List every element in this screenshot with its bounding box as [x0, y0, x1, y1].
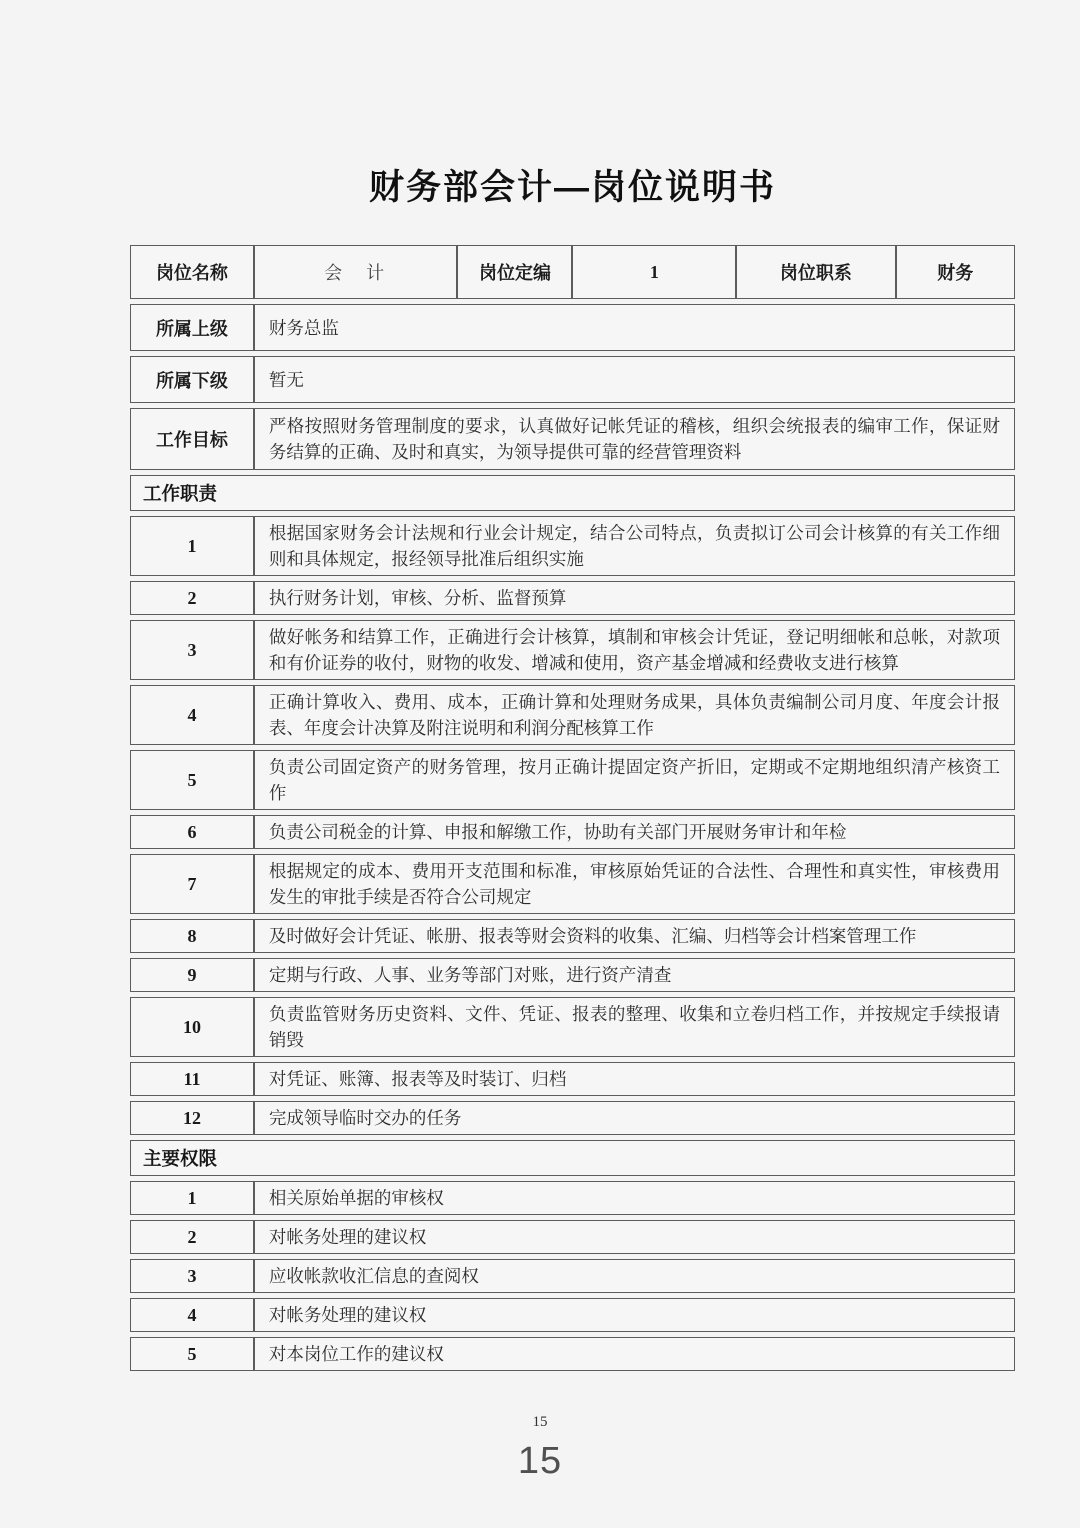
row-text: 应收帐款收汇信息的查阅权 [254, 1259, 1015, 1293]
row-text: 相关原始单据的审核权 [254, 1181, 1015, 1215]
table-row [130, 997, 1015, 1057]
row-number: 5 [130, 1337, 254, 1371]
table-row [130, 750, 1015, 810]
table-row [130, 958, 1015, 992]
row-number: 3 [130, 1259, 254, 1293]
table-row [130, 1220, 1015, 1254]
table-row [130, 854, 1015, 914]
permissions-section-title: 主要权限 [130, 1140, 1015, 1176]
objective-value: 严格按照财务管理制度的要求，认真做好记帐凭证的稽核，组织会统报表的编审工作，保证财务结算的正确、及时和真实，为领导提供可靠的经营管理资料 [254, 408, 1015, 470]
duties-header-row [130, 475, 1015, 511]
quota-label: 岗位定编 [457, 245, 572, 299]
row-number: 2 [130, 1220, 254, 1254]
row-text: 根据国家财务会计法规和行业会计规定，结合公司特点，负责拟订公司会计核算的有关工作细则和具体规定，报经领导批准后组织实施 [254, 516, 1015, 576]
position-name-value: 会 计 [254, 245, 458, 299]
row-number: 7 [130, 854, 254, 914]
row-text: 负责公司固定资产的财务管理，按月正确计提固定资产折旧，定期或不定期地组织清产核资工作 [254, 750, 1015, 810]
row-number: 6 [130, 815, 254, 849]
duties-section-title: 工作职责 [130, 475, 1015, 511]
row-number: 8 [130, 919, 254, 953]
row-number: 10 [130, 997, 254, 1057]
row-text: 执行财务计划，审核、分析、监督预算 [254, 581, 1015, 615]
table-row [130, 1062, 1015, 1096]
table-row [130, 1181, 1015, 1215]
series-value: 财务 [896, 245, 1016, 299]
series-label: 岗位职系 [736, 245, 895, 299]
table-row [130, 581, 1015, 615]
row-text: 对帐务处理的建议权 [254, 1298, 1015, 1332]
duties-section [130, 475, 1015, 1135]
supervisor-row [130, 304, 1015, 351]
row-text: 定期与行政、人事、业务等部门对账，进行资产清查 [254, 958, 1015, 992]
supervisor-label: 所属上级 [130, 304, 254, 351]
objective-label: 工作目标 [130, 408, 254, 470]
permissions-section [130, 1140, 1015, 1371]
row-number: 4 [130, 685, 254, 745]
supervisor-value: 财务总监 [254, 304, 1015, 351]
subordinate-label: 所属下级 [130, 356, 254, 403]
table-row [130, 815, 1015, 849]
row-text: 对本岗位工作的建议权 [254, 1337, 1015, 1371]
row-text: 完成领导临时交办的任务 [254, 1101, 1015, 1135]
page-title: 财务部会计—岗位说明书 [368, 168, 776, 207]
row-text: 负责公司税金的计算、申报和解缴工作，协助有关部门开展财务审计和年检 [254, 815, 1015, 849]
table-row [130, 919, 1015, 953]
table-head-section [130, 245, 1015, 470]
row-text: 对凭证、账簿、报表等及时装订、归档 [254, 1062, 1015, 1096]
quota-value: 1 [572, 245, 736, 299]
row-number: 3 [130, 620, 254, 680]
row-text: 正确计算收入、费用、成本，正确计算和处理财务成果，具体负责编制公司月度、年度会计报表、年度会计决算及附注说明和利润分配核算工作 [254, 685, 1015, 745]
row-number: 11 [130, 1062, 254, 1096]
job-description-table [130, 240, 1015, 1376]
subordinate-row [130, 356, 1015, 403]
table-row [130, 516, 1015, 576]
table-row [130, 1101, 1015, 1135]
row-text: 负责监管财务历史资料、文件、凭证、报表的整理、收集和立卷归档工作，并按规定手续报请销毁 [254, 997, 1015, 1057]
row-number: 4 [130, 1298, 254, 1332]
objective-row [130, 408, 1015, 470]
viewer-page-number: 15 [517, 1440, 563, 1482]
row-number: 1 [130, 1181, 254, 1215]
position-name-label: 岗位名称 [130, 245, 254, 299]
table-row [130, 620, 1015, 680]
row-text: 及时做好会计凭证、帐册、报表等财会资料的收集、汇编、归档等会计档案管理工作 [254, 919, 1015, 953]
subordinate-value: 暂无 [254, 356, 1015, 403]
row-number: 9 [130, 958, 254, 992]
table-row [130, 685, 1015, 745]
header-row [130, 245, 1015, 299]
document-page-number: 15 [532, 1414, 548, 1430]
table-row [130, 1259, 1015, 1293]
row-text: 根据规定的成本、费用开支范围和标准，审核原始凭证的合法性、合理性和真实性，审核费用发生的审批手续是否符合公司规定 [254, 854, 1015, 914]
row-number: 2 [130, 581, 254, 615]
row-text: 对帐务处理的建议权 [254, 1220, 1015, 1254]
table-row [130, 1298, 1015, 1332]
row-number: 1 [130, 516, 254, 576]
row-number: 12 [130, 1101, 254, 1135]
row-text: 做好帐务和结算工作，正确进行会计核算，填制和审核会计凭证，登记明细帐和总帐，对款项和有价证券的收付，财物的收发、增减和使用，资产基金增减和经费收支进行核算 [254, 620, 1015, 680]
permissions-header-row [130, 1140, 1015, 1176]
row-number: 5 [130, 750, 254, 810]
table-row [130, 1337, 1015, 1371]
